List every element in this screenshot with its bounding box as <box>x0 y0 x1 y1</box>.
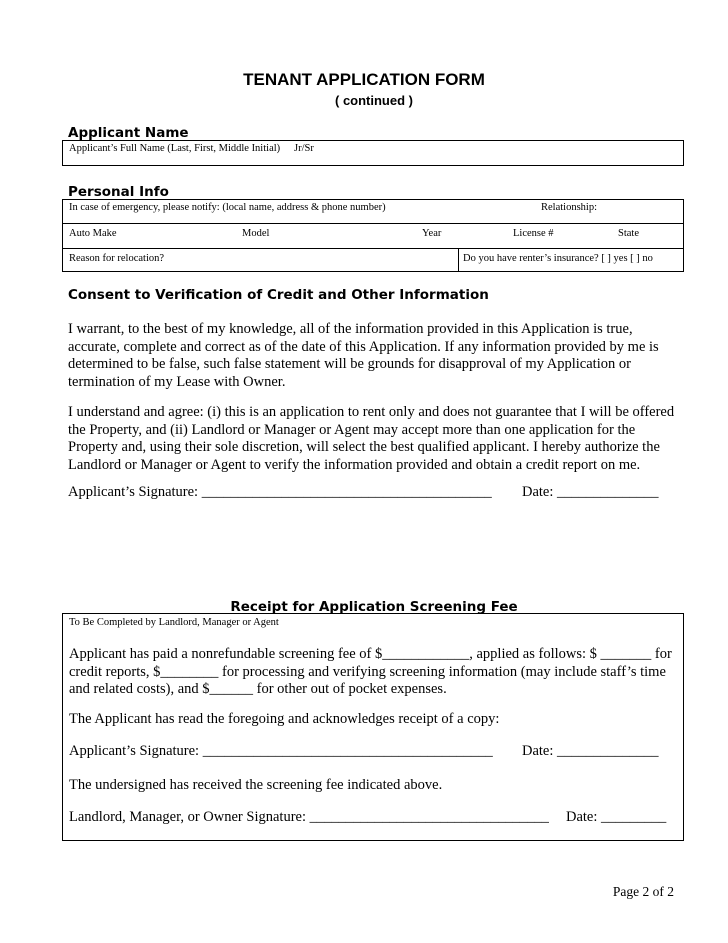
receipt-heading: Receipt for Application Screening Fee <box>230 599 518 615</box>
fee-received-text: The undersigned has received the screening fee indicated above. <box>69 777 443 793</box>
receipt-date-line[interactable]: Date: ______________ <box>522 743 659 759</box>
receipt-note: To Be Completed by Landlord, Manager or Agent <box>69 617 279 628</box>
form-title: TENANT APPLICATION FORM <box>243 70 485 89</box>
full-name-label: Applicant’s Full Name (Last, First, Middle Initial) <box>69 143 281 154</box>
row-divider <box>62 223 684 224</box>
page-number: Page 2 of 2 <box>612 884 674 899</box>
landlord-date-line[interactable]: Date: _________ <box>566 809 667 825</box>
form-subtitle: ( continued ) <box>335 93 413 108</box>
relationship-label: Relationship: <box>541 202 597 213</box>
emergency-contact-label: In case of emergency, please notify: (local name, address & phone number) <box>69 202 386 213</box>
receipt-applicant-signature-line[interactable]: Applicant’s Signature: ________________________________________ <box>69 743 493 759</box>
state-label: State <box>618 228 639 239</box>
column-divider <box>458 248 459 272</box>
suffix-label: Jr/Sr <box>294 143 314 154</box>
license-label: License # <box>513 228 554 239</box>
relocation-label: Reason for relocation? <box>69 253 165 264</box>
row-divider <box>62 248 684 249</box>
landlord-signature-line[interactable]: Landlord, Manager, or Owner Signature: _________________________________ <box>69 809 549 825</box>
consent-paragraph-2: I understand and agree: (i) this is an application to rent only and does not guarantee that I will be offered the Property, and (ii) Landlord or Manager or Agent may accept more than one application for the Property and, using their sole discretion, will select the best qualified applicant. I hereby authorize the Landlord or Manager or Agent to verify the information provided and obtain a credit report on me. <box>68 404 675 473</box>
applicant-signature-line[interactable]: Applicant’s Signature: ________________________________________ <box>68 484 492 500</box>
fee-paragraph: Applicant has paid a nonrefundable screening fee of $____________, applied as follows: $ _______ for credit reports, $________ for processing and verifying screening information (may include staff’s time and related costs), and $______ for other out of pocket expenses. <box>69 646 672 697</box>
consent-paragraph-1: I warrant, to the best of my knowledge, all of the information provided in this Application is true, accurate, complete and correct as of the date of this Application. If any information provided by me is determined to be false, such false statement will be grounds for disapproval of my Application or termination of my Lease with Owner. <box>68 321 659 390</box>
consent-heading: Consent to Verification of Credit and Other Information <box>68 287 489 303</box>
applicant-name-heading: Applicant Name <box>68 125 189 141</box>
acknowledge-text: The Applicant has read the foregoing and acknowledges receipt of a copy: <box>69 711 500 727</box>
consent-date-line[interactable]: Date: ______________ <box>522 484 659 500</box>
personal-info-heading: Personal Info <box>68 184 169 200</box>
insurance-label: Do you have renter’s insurance? [ ] yes [ ] no <box>463 253 653 264</box>
year-label: Year <box>422 228 442 239</box>
model-label: Model <box>242 228 270 239</box>
auto-make-label: Auto Make <box>69 228 117 239</box>
